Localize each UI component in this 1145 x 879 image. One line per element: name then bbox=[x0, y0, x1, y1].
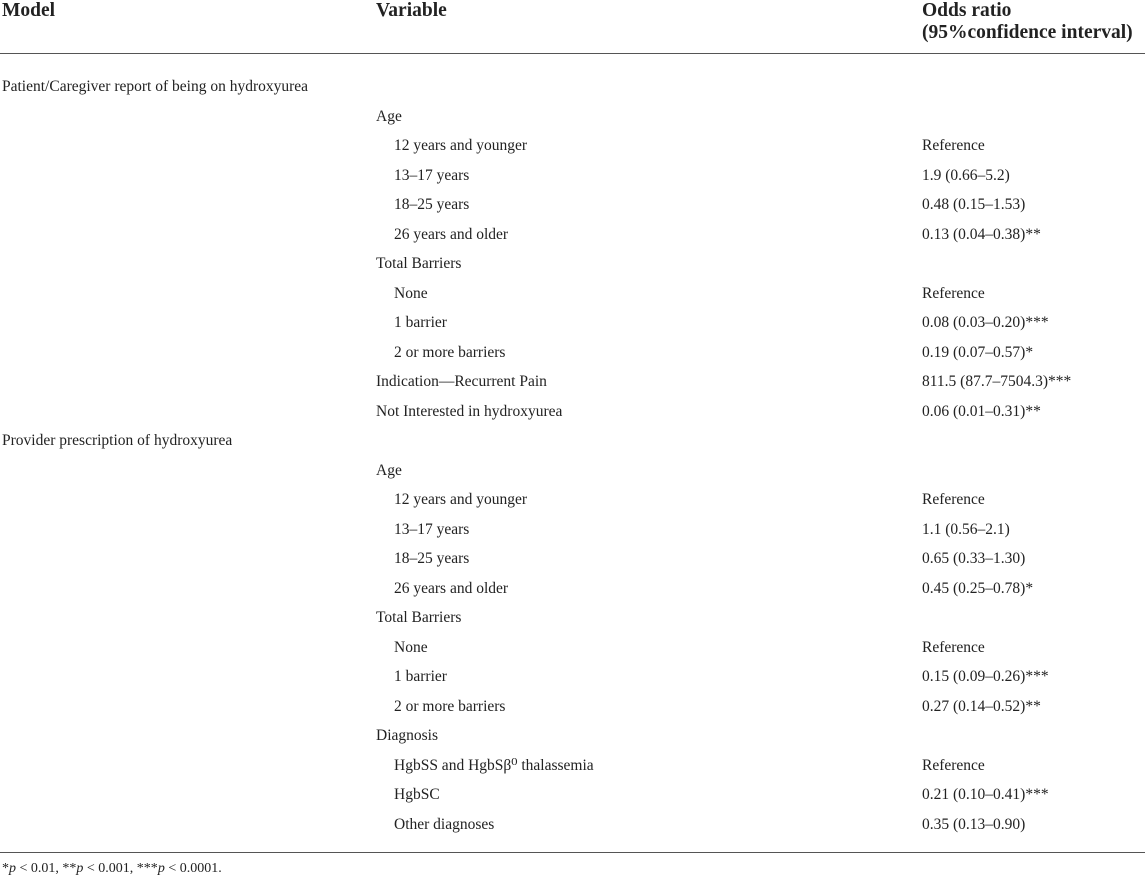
table-row bbox=[0, 490, 1145, 519]
header-odds-ratio-line2: (95%confidence interval) bbox=[922, 22, 1133, 43]
footnote bbox=[2, 860, 222, 878]
header-odds-ratio bbox=[922, 0, 1133, 44]
variable-level: None bbox=[394, 638, 428, 656]
footnote-text1: < 0.01, ** bbox=[16, 861, 77, 876]
table-row bbox=[0, 402, 1145, 431]
table-row bbox=[0, 638, 1145, 667]
table-row bbox=[0, 225, 1145, 254]
odds-ratio-value: 0.19 (0.07–0.57)* bbox=[922, 343, 1034, 361]
odds-ratio-value: 0.08 (0.03–0.20)*** bbox=[922, 314, 1049, 331]
table-row bbox=[0, 313, 1145, 342]
odds-ratio-value: Reference bbox=[922, 638, 985, 656]
table-row bbox=[0, 107, 1145, 136]
variable-level: 1 barrier bbox=[394, 668, 447, 685]
footnote-text3: < 0.0001. bbox=[164, 861, 222, 876]
variable-level: 26 years and older bbox=[394, 579, 509, 597]
table-row bbox=[0, 549, 1145, 578]
table-row bbox=[0, 372, 1145, 401]
table-row bbox=[0, 431, 1145, 460]
table-row bbox=[0, 461, 1145, 490]
table-row bbox=[0, 77, 1145, 106]
footnote-p3: p bbox=[157, 861, 165, 876]
table-row bbox=[0, 136, 1145, 165]
odds-ratio-value: 0.48 (0.15–1.53) bbox=[922, 196, 1026, 213]
variable-level: HgbSC bbox=[394, 786, 440, 803]
variable-level: 12 years and younger bbox=[394, 137, 527, 154]
header-model: Model bbox=[2, 0, 56, 21]
table-row bbox=[0, 284, 1145, 313]
table-row bbox=[0, 520, 1145, 549]
model-name: Patient/Caregiver report of being on hydroxyurea bbox=[2, 78, 309, 95]
variable-level: 13–17 years bbox=[394, 520, 470, 538]
odds-ratio-value: Reference bbox=[922, 284, 985, 302]
table-row bbox=[0, 195, 1145, 224]
table-row bbox=[0, 815, 1145, 844]
variable-group: Total Barriers bbox=[376, 609, 462, 626]
odds-ratio-value: 0.06 (0.01–0.31)** bbox=[922, 402, 1041, 420]
variable-level: 2 or more barriers bbox=[394, 697, 506, 715]
variable-level: 26 years and older bbox=[394, 225, 509, 243]
variable-level: None bbox=[394, 284, 428, 302]
header-variable: Variable bbox=[376, 0, 447, 21]
variable-level: 12 years and younger bbox=[394, 491, 527, 508]
variable-level: HgbSS and HgbSβ⁰ thalassemia bbox=[394, 756, 594, 774]
variable-group: Not Interested in hydroxyurea bbox=[376, 402, 563, 420]
header-odds-ratio-line1: Odds ratio bbox=[922, 0, 1012, 21]
odds-ratio-value: 1.1 (0.56–2.1) bbox=[922, 520, 1010, 538]
variable-group: Total Barriers bbox=[376, 255, 462, 272]
variable-group: Indication—Recurrent Pain bbox=[376, 373, 547, 390]
table-row bbox=[0, 785, 1145, 814]
variable-level: 2 or more barriers bbox=[394, 343, 506, 361]
table-row bbox=[0, 697, 1145, 726]
variable-level: 18–25 years bbox=[394, 550, 470, 567]
odds-ratio-value: Reference bbox=[922, 756, 985, 774]
variable-group: Age bbox=[376, 107, 402, 125]
odds-ratio-value: Reference bbox=[922, 491, 985, 508]
header-rule bbox=[0, 53, 1145, 54]
odds-ratio-value: Reference bbox=[922, 137, 985, 154]
table-row bbox=[0, 756, 1145, 785]
variable-group: Diagnosis bbox=[376, 727, 438, 744]
odds-ratio-value: 0.65 (0.33–1.30) bbox=[922, 550, 1026, 567]
footnote-p2: p bbox=[76, 861, 84, 876]
bottom-rule bbox=[0, 852, 1145, 853]
table-row bbox=[0, 579, 1145, 608]
variable-level: Other diagnoses bbox=[394, 815, 495, 833]
variable-group: Age bbox=[376, 461, 402, 479]
model-name: Provider prescription of hydroxyurea bbox=[2, 432, 233, 449]
variable-level: 18–25 years bbox=[394, 196, 470, 213]
odds-ratio-value: 0.45 (0.25–0.78)* bbox=[922, 579, 1034, 597]
odds-ratio-value: 0.21 (0.10–0.41)*** bbox=[922, 786, 1049, 803]
odds-ratio-value: 0.13 (0.04–0.38)** bbox=[922, 225, 1041, 243]
odds-ratio-value: 1.9 (0.66–5.2) bbox=[922, 166, 1010, 184]
odds-ratio-value: 0.27 (0.14–0.52)** bbox=[922, 697, 1041, 715]
table-row bbox=[0, 608, 1145, 637]
table-row bbox=[0, 343, 1145, 372]
table-row bbox=[0, 166, 1145, 195]
footnote-star1: * bbox=[2, 861, 9, 876]
footnote-p1: p bbox=[9, 861, 16, 876]
table-row bbox=[0, 726, 1145, 755]
variable-level: 13–17 years bbox=[394, 166, 470, 184]
odds-ratio-value: 0.35 (0.13–0.90) bbox=[922, 815, 1026, 833]
footnote-text2: < 0.001, *** bbox=[83, 861, 158, 876]
odds-ratio-value: 811.5 (87.7–7504.3)*** bbox=[922, 373, 1072, 390]
odds-ratio-value: 0.15 (0.09–0.26)*** bbox=[922, 668, 1049, 685]
table-row bbox=[0, 254, 1145, 283]
table-row bbox=[0, 667, 1145, 696]
variable-level: 1 barrier bbox=[394, 314, 447, 331]
